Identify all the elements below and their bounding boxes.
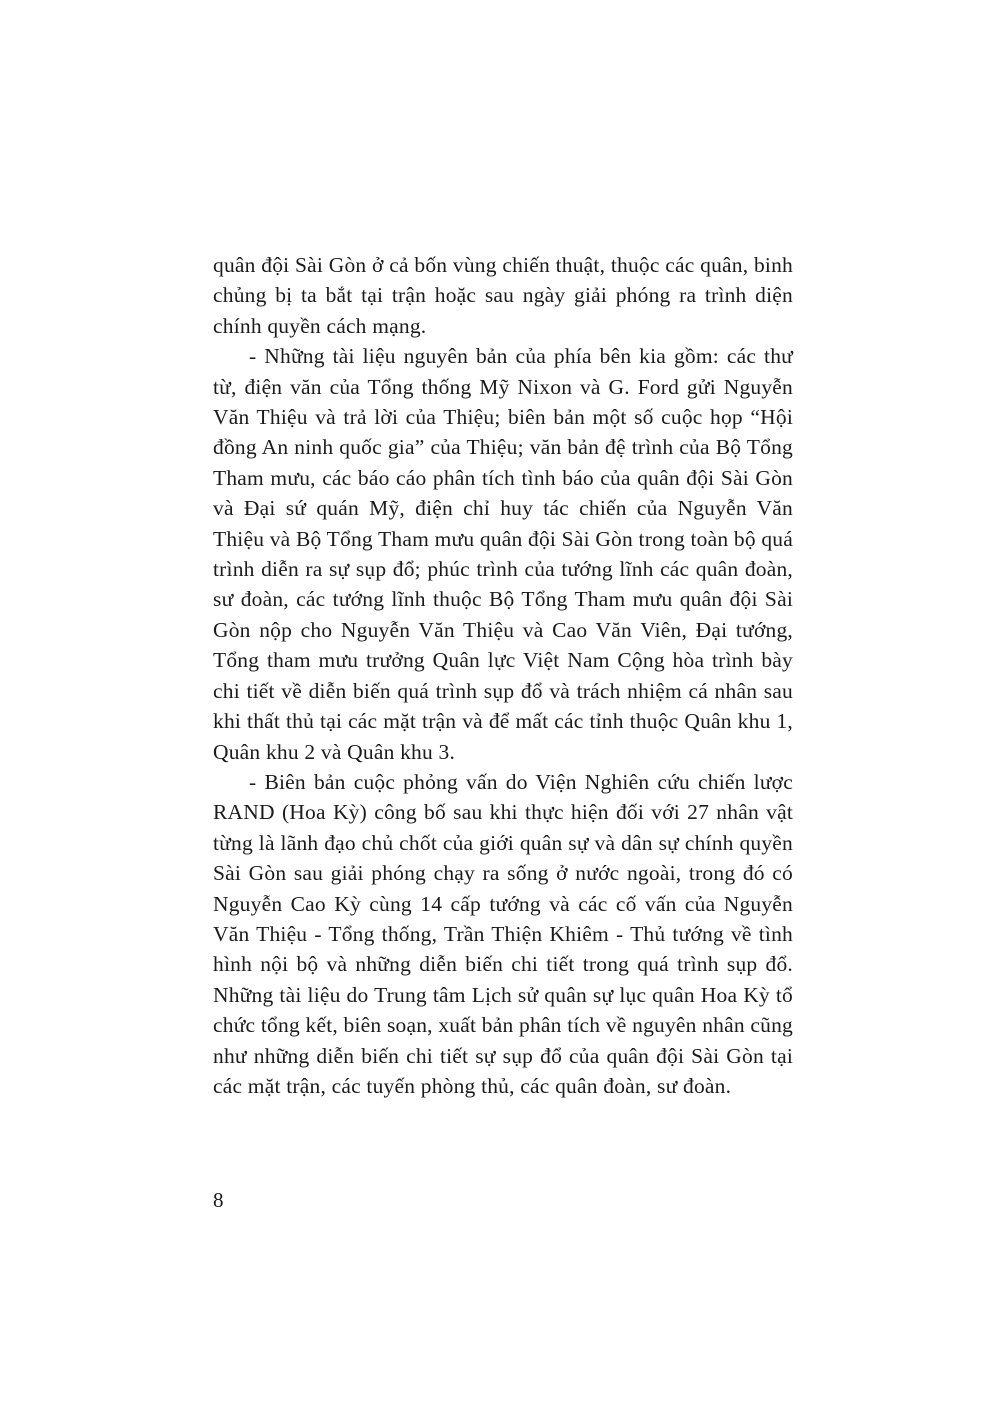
paragraph-continuation: quân đội Sài Gòn ở cả bốn vùng chiến thuật, thuộc các quân, binh chủng bị ta bắt tại trận hoặc sau ngày giải phóng ra trình diện chính quyền cách mạng. — [213, 253, 793, 338]
paragraph-documents-list: - Những tài liệu nguyên bản của phía bên kia gồm: các thư từ, điện văn của Tổng thống Mỹ Nixon và G. Ford gửi Nguyễn Văn Thiệu và trả lời của Thiệu; biên bản một số cuộc họp “Hội đồng An ninh quốc gia” của Thiệu; văn bản đệ trình của Bộ Tổng Tham mưu, các báo cáo phân tích tình báo của quân đội Sài Gòn và Đại sứ quán Mỹ, điện chỉ huy tác chiến của Nguyễn Văn Thiệu và Bộ Tổng Tham mưu quân đội Sài Gòn trong toàn bộ quá trình diễn ra sự sụp đổ; phúc trình của tướng lĩnh các quân đoàn, sư đoàn, các tướng lĩnh thuộc Bộ Tổng Tham mưu quân đội Sài Gòn nộp cho Nguyễn Văn Thiệu và Cao Văn Viên, Đại tướng, Tổng tham mưu trưởng Quân lực Việt Nam Cộng hòa trình bày chi tiết về diễn biến quá trình sụp đổ và trách nhiệm cá nhân sau khi thất thủ tại các mặt trận và để mất các tỉnh thuộc Quân khu 1, Quân khu 2 và Quân khu 3. — [213, 344, 793, 764]
text-block — [213, 250, 793, 1101]
paragraph-rand-interviews: - Biên bản cuộc phỏng vấn do Viện Nghiên cứu chiến lược RAND (Hoa Kỳ) công bố sau khi thực hiện đối với 27 nhân vật từng là lãnh đạo chủ chốt của giới quân sự và dân sự chính quyền Sài Gòn sau giải phóng chạy ra sống ở nước ngoài, trong đó có Nguyễn Cao Kỳ cùng 14 cấp tướng và các cố vấn của Nguyễn Văn Thiệu - Tổng thống, Trần Thiện Khiêm - Thủ tướng về tình hình nội bộ và những diễn biến chi tiết trong quá trình sụp đổ. Những tài liệu do Trung tâm Lịch sử quân sự lục quân Hoa Kỳ tổ chức tổng kết, biên soạn, xuất bản phân tích về nguyên nhân cũng như những diễn biến chi tiết sự sụp đổ của quân đội Sài Gòn tại các mặt trận, các tuyến phòng thủ, các quân đoàn, sư đoàn. — [213, 769, 793, 1098]
page-number: 8 — [213, 1188, 224, 1212]
